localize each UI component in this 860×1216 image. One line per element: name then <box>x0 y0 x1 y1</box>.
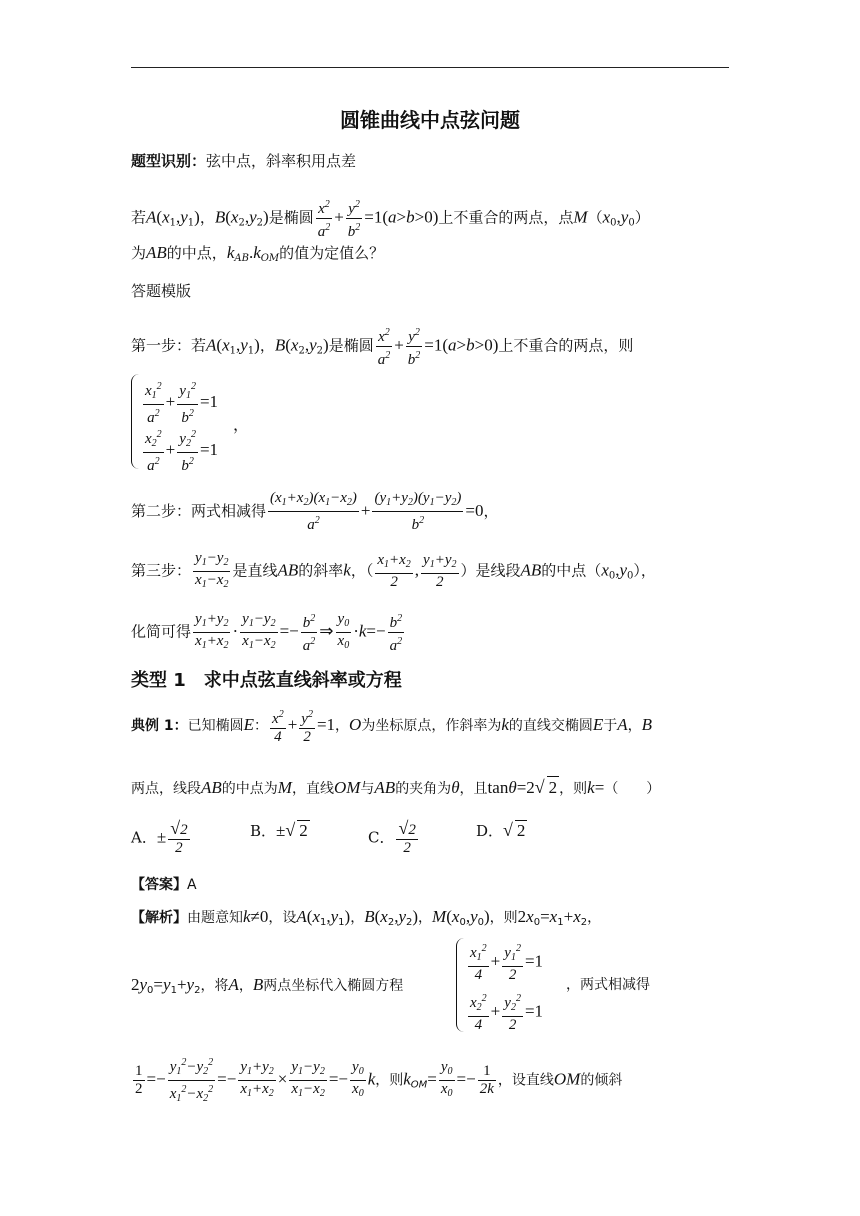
step-3: 第三步： $\frac{y_1-y_2}{x_1-x_2}$ 是直线AB的斜率k，（ $\frac{x_1+x_2}{2}$ , $\frac{y_1+y_2}{2}$ ）是线段AB的中点$(x_0,y_0)$， <box>131 550 656 590</box>
option-d[interactable]: D．√ 2 <box>476 820 526 840</box>
text: A． <box>131 828 157 847</box>
statement-line-2: 为AB的中点，$k_{AB}.k_{OM}$的值为定值么？ <box>131 243 385 264</box>
text: 是椭圆 <box>268 208 314 227</box>
text: 的倾斜 <box>580 1072 623 1089</box>
text: ，则 <box>375 1072 404 1089</box>
text: 上不重合的两点，则 <box>498 336 634 355</box>
template-label: 答题模版 <box>131 282 192 300</box>
text: ，直线 <box>291 781 334 797</box>
header-rule <box>131 67 729 68</box>
step-4: 化简可得 $\frac{y_1+y_2}{x_1+x_2}$ · $\frac{y_1-y_2}{x_1-x_2}$ =− $\frac{b^2}{a^2}$ ⇒ $\frac{y_0}{x_0}$ ·k=− $\frac{b^2}{a^2}$ <box>131 611 403 654</box>
analysis-line-2-end: ，两式相减得 <box>566 977 650 993</box>
text: D． <box>476 822 504 840</box>
text: （ ） <box>604 781 661 797</box>
text: ，（ <box>350 561 374 580</box>
text: 是椭圆 <box>328 336 374 355</box>
ellipse-x-fraction: $\frac{x^2}{a^2}$ <box>316 196 333 241</box>
text: B． <box>250 822 277 840</box>
option-b[interactable]: B．±√ 2 <box>250 820 308 840</box>
text: ） <box>634 208 650 227</box>
text: 第二步：两式相减得 <box>131 502 267 520</box>
text: 为 <box>131 244 147 262</box>
equation-system-1: $\frac{x_1^2}{a^2}$ + $\frac{y_1^2}{b^2}$ =1 $\frac{x_2^2}{a^2}$ + $\frac{y_2^2}{b^2}$ =1 ， <box>131 374 271 469</box>
step-1: 第一步：若$A(x_1,y_1)$，$B(x_2,y_2)$是椭圆 $\frac{x^2}{a^2}$ + $\frac{y^2}{b^2}$ =1(a>b>0)上不重合的两点，则 <box>131 324 731 369</box>
analysis-label: 【解析】 <box>131 910 187 926</box>
text: 的直线交椭圆 <box>508 718 593 734</box>
text: 是直线 <box>232 561 278 580</box>
answer-value: A <box>187 877 197 893</box>
text: 已知椭圆 <box>187 718 244 734</box>
ellipse-y-fraction: $\frac{y^2}{b^2}$ <box>346 196 363 241</box>
text: 由题意知 <box>187 910 243 926</box>
answer-line <box>131 874 731 896</box>
text: ， <box>627 718 642 734</box>
text: ， <box>335 718 350 734</box>
type-identify-label: 题型识别： <box>131 152 207 170</box>
example-line-2: 两点，线段AB的中点为M，直线OM与AB的夹角为θ，且tanθ=2√ 2 ，则k=（ ） <box>131 777 661 797</box>
text: ，将 <box>200 978 229 994</box>
answer-label: 【答案】 <box>131 877 187 893</box>
section-heading: 类型 1 求中点弦直线斜率或方程 <box>131 670 402 691</box>
text: 化简可得 <box>131 622 192 641</box>
text: ， <box>199 208 215 227</box>
page-title: 圆锥曲线中点弦问题 <box>340 108 520 132</box>
text: 的值为定值么？ <box>279 244 385 262</box>
text: 的夹角为 <box>395 781 452 797</box>
example-line-1: 典例 1：已知椭圆E： $\frac{x^2}{4}$ + $\frac{y^2}{2}$ =1，O为坐标原点，作斜率为k的直线交椭圆E于A，B <box>131 706 731 746</box>
option-c[interactable]: C． $\frac{√2}{2}$ <box>368 818 416 856</box>
text: ）是线段 <box>460 561 521 580</box>
text: 的斜率 <box>298 561 344 580</box>
text: （ <box>587 208 603 227</box>
option-a[interactable]: A．± $\frac{√2}{2}$ <box>131 818 188 856</box>
text: 为坐标原点，作斜率为 <box>361 718 502 734</box>
statement-line-1: 若$A(x_1,y_1)$，$B(x_2,y_2)$是椭圆 $\frac{x^2}{a^2}$ + $\frac{y^2}{b^2}$ =1(a>b>0)上不重合的两点，点$M(x_0,y_0)$ <box>131 196 731 241</box>
text: 第一步：若 <box>131 336 207 355</box>
text: 上不重合的两点，点 <box>438 208 574 227</box>
text: 的中点（ <box>541 561 602 580</box>
step-2: 第二步：两式相减得 $\frac{(x_1+x_2)(x_1-x_2)}{a^2}$ + $\frac{(y_1+y_2)(y_1-y_2)}{b^2}$ =0， <box>131 490 499 533</box>
text: C． <box>368 828 395 847</box>
text: ，设直线 <box>497 1072 554 1089</box>
left-brace <box>456 938 465 1032</box>
text: ，设 <box>268 910 297 926</box>
text: ，则 <box>559 781 588 797</box>
analysis-line-1: 【解析】由题意知k≠0，设$A(x_1,y_1)$，$B(x_2,y_2)$，$M(x_0,y_0)$，则$2x_0=x_1+x_2$， <box>131 907 602 928</box>
text: 的中点为 <box>221 781 278 797</box>
text: ，且 <box>459 781 488 797</box>
equation-system-2: $\frac{x_1^2}{4}$ + $\frac{y_1^2}{2}$ =1 $\frac{x_2^2}{4}$ + $\frac{y_2^2}{2}$ =1 <box>456 938 556 1032</box>
text: 的中点， <box>166 244 227 262</box>
analysis-line-3: $\frac{1}{2}$ =− $\frac{y_1^2-y_2^2}{x_1^2-x_2^2}$ =− $\frac{y_1+y_2}{x_1+x_2}$ × $\frac{y_1-y_2}{x_1-x_2}$ =− $\frac{y_0}{x_0}$ k，则$k_{OM}=$ $\frac{y_0}{x_0}$ =− $\frac{1}{2k}$ ，设直线OM的倾斜 <box>131 1054 731 1107</box>
text: 若 <box>131 208 147 227</box>
text: ，则 <box>489 910 518 926</box>
example-label: 典例 1： <box>131 718 188 734</box>
text: 与 <box>360 781 375 797</box>
text: 于 <box>603 718 618 734</box>
text: 两点，线段 <box>131 781 201 797</box>
text: 两点坐标代入椭圆方程 <box>263 978 404 994</box>
text: ）， <box>633 561 656 580</box>
text: 第三步： <box>131 561 192 580</box>
type-identify-text: 弦中点，斜率积用点差 <box>206 152 357 170</box>
left-brace <box>131 374 140 469</box>
analysis-line-2: $2y_0=y_1+y_2$，将A，B两点坐标代入椭圆方程 <box>131 975 404 996</box>
type-identify-line <box>131 150 731 172</box>
